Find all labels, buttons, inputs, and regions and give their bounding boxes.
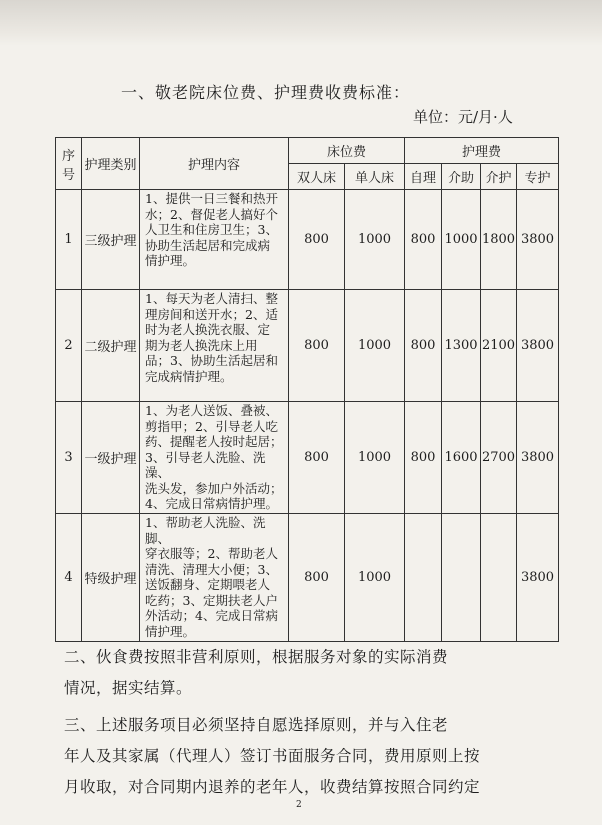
row-care-type: 二级护理 (82, 290, 140, 402)
section-2-line-2: 情况，据实结算。 (64, 679, 193, 697)
row-seq: 4 (56, 514, 82, 642)
row-single-room-fee: 1000 (345, 190, 405, 290)
row-self-care-fee: 800 (405, 190, 442, 290)
row-nursing-fee: 2100 (481, 290, 517, 402)
page-number: 2 (296, 800, 302, 810)
row-assisted-fee: 1600 (442, 402, 481, 514)
scan-top-shadow (0, 0, 602, 46)
row-seq: 3 (56, 402, 82, 514)
row-care-content: 1、为老人送饭、叠被、 剪指甲；2、引导老人吃 药、提醒老人按时起居； 3、引导老人洗脸、洗澡、 洗头发，参加户外活动； 4、完成日常病情护理。 (140, 402, 289, 514)
row-seq: 1 (56, 190, 82, 290)
row-double-room-fee: 800 (289, 190, 345, 290)
row-special-fee: 3800 (517, 290, 559, 402)
header-care-type: 护理类别 (82, 138, 140, 190)
row-special-fee: 3800 (517, 514, 559, 642)
row-single-room-fee: 1000 (345, 290, 405, 402)
table-row (56, 190, 559, 290)
header-single-room: 单人床 (345, 164, 405, 190)
section-1-heading: 一、敬老院床位费、护理费收费标准： (121, 83, 411, 102)
row-double-room-fee: 800 (289, 402, 345, 514)
table-row (56, 402, 559, 514)
header-bed-fee: 床位费 (289, 138, 405, 164)
header-care-fee: 护理费 (405, 138, 559, 164)
row-care-type: 三级护理 (82, 190, 140, 290)
row-self-care-fee: 800 (405, 402, 442, 514)
row-double-room-fee: 800 (289, 514, 345, 642)
row-self-care-fee: 800 (405, 290, 442, 402)
row-nursing-fee: 1800 (481, 190, 517, 290)
table-row (56, 290, 559, 402)
row-care-content: 1、提供一日三餐和热开 水；2、督促老人搞好个 人卫生和住房卫生；3、 协助生活起居和完成病 情护理。 (140, 190, 289, 290)
header-special: 专护 (517, 164, 559, 190)
table-row (56, 514, 559, 642)
row-special-fee: 3800 (517, 402, 559, 514)
fee-table (55, 137, 559, 642)
row-special-fee: 3800 (517, 190, 559, 290)
header-assisted: 介助 (442, 164, 481, 190)
header-seq: 序号 (56, 138, 82, 190)
header-nursing: 介护 (481, 164, 517, 190)
row-care-type: 一级护理 (82, 402, 140, 514)
row-nursing-fee: 2700 (481, 402, 517, 514)
section-3-line-2: 年人及其家属（代理人）签订书面服务合同，费用原则上按 (64, 747, 481, 765)
section-3-line-3: 月收取，对合同期内退养的老年人，收费结算按照合同约定 (64, 778, 481, 796)
row-assisted-fee: 1000 (442, 190, 481, 290)
row-nursing-fee (481, 514, 517, 642)
unit-label: 单位：元/月·人 (413, 108, 513, 126)
row-care-type: 特级护理 (82, 514, 140, 642)
header-self-care: 自理 (405, 164, 442, 190)
row-single-room-fee: 1000 (345, 514, 405, 642)
row-care-content: 1、每天为老人清扫、整 理房间和送开水；2、适 时为老人换洗衣服、定 期为老人换洗床上用 品；3、协助生活起居和 完成病情护理。 (140, 290, 289, 402)
row-single-room-fee: 1000 (345, 402, 405, 514)
section-2-line-1: 二、伙食费按照非营利原则，根据服务对象的实际消费 (64, 648, 449, 666)
row-double-room-fee: 800 (289, 290, 345, 402)
header-double-room: 双人床 (289, 164, 345, 190)
row-assisted-fee (442, 514, 481, 642)
row-care-content: 1、帮助老人洗脸、洗脚、 穿衣服等；2、帮助老人 清洗、清理大小便；3、 送饭翻身、定期喂老人 吃药；3、定期扶老人户 外活动；4、完成日常病 情护理。 (140, 514, 289, 642)
section-3-line-1: 三、上述服务项目必须坚持自愿选择原则，并与入住老 (64, 716, 449, 734)
header-care-content: 护理内容 (140, 138, 289, 190)
row-self-care-fee (405, 514, 442, 642)
row-assisted-fee: 1300 (442, 290, 481, 402)
row-seq: 2 (56, 290, 82, 402)
